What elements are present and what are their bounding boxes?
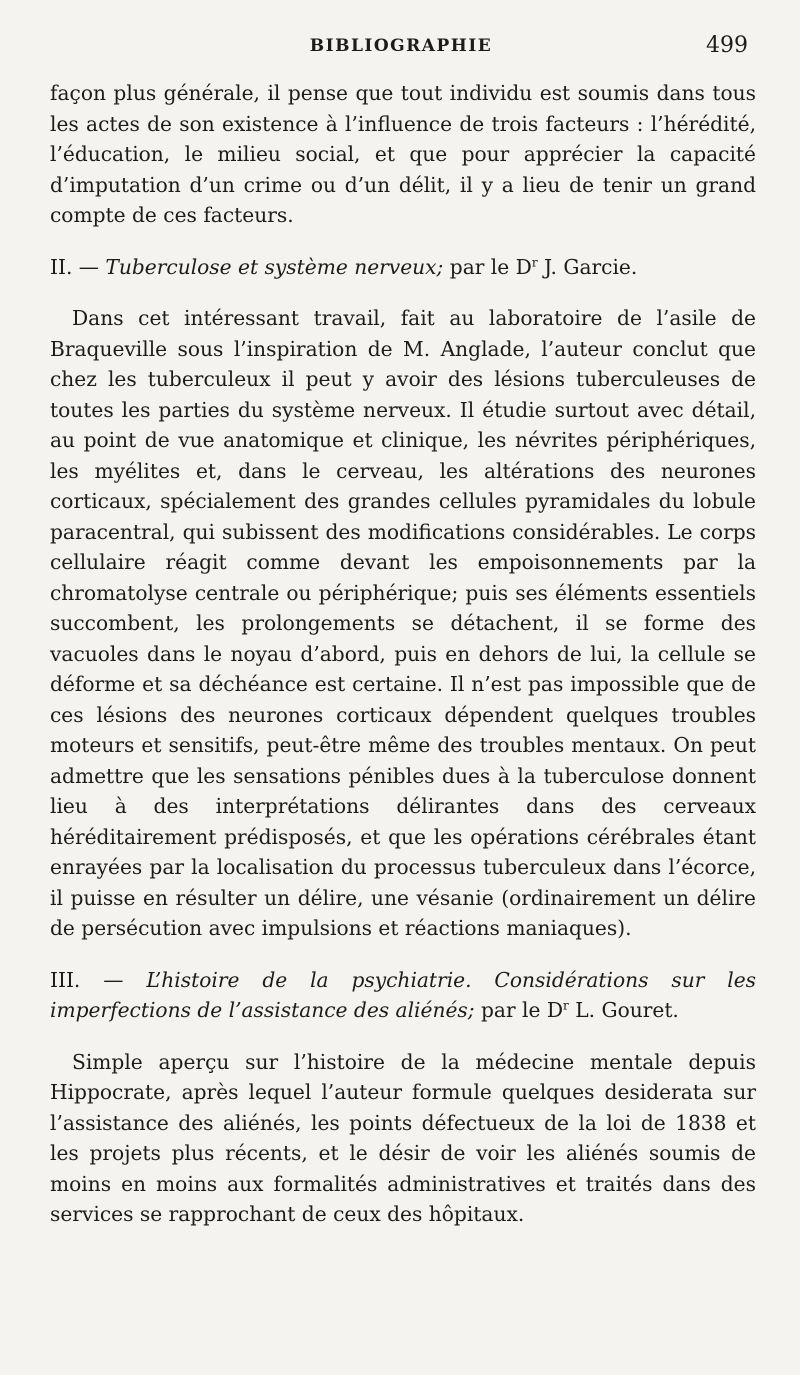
section-ii-number: II. — — [50, 254, 99, 279]
section-iii-number: III. — — [50, 967, 124, 992]
section-ii-heading — [50, 252, 756, 283]
section-iii-title: L’histoire de la psychiatrie. Considérations sur les imperfections de l’assistance des aliénés; — [50, 967, 756, 1022]
section-iii-author-prefix: par le D — [480, 998, 564, 1022]
intro-paragraph: façon plus générale, il pense que tout individu est soumis dans tous les actes de son existence à l’influence de trois facteurs : l’hérédité, l’éducation, le milieu social, et que pour apprécier la capacité d’imputation d’un crime ou d’un délit, il y a lieu de tenir un grand compte de ces facteurs. — [50, 81, 756, 227]
section-ii-author-prefix: par le D — [449, 254, 532, 279]
page-number: 499 — [706, 33, 748, 58]
section-ii-author-sup: r — [531, 254, 538, 269]
running-title: BIBLIOGRAPHIE — [309, 36, 493, 56]
page-body — [50, 78, 756, 1230]
section-ii-title: Tuberculose et système nerveux; — [105, 254, 444, 279]
section-ii-author-name: J. Garcie. — [543, 254, 638, 279]
section-iii-heading — [50, 965, 756, 1026]
section-ii-body: Dans cet intéressant travail, fait au laboratoire de l’asile de Braqueville sous l’inspiration de M. Anglade, l’auteur conclut que chez les tuberculeux il peut y avoir des lésions tuberculeuses de toutes les parties du système nerveux. Il étudie surtout avec détail, au point de vue anatomique et clinique, les névrites périphériques, les myélites et, dans le cerveau, les altérations des neurones corticaux, spécialement des grandes cellules pyramidales du lobule paracentral, qui subissent des modifications considérables. Le corps cellulaire réagit comme devant les empoisonnements par la chromatolyse centrale ou périphérique; puis ses éléments essentiels succombent, les prolongements se détachent, il se forme des vacuoles dans le noyau d’abord, puis en dehors de lui, la cellule se déforme et sa déchéance est certaine. Il n’est pas impossible que de ces lésions des neurones corticaux dépendent quelques troubles moteurs et sensitifs, peut-être même des troubles mentaux. On peut admettre que les sensations pénibles dues à la tuberculose donnent lieu à des interprétations délirantes dans des cerveaux héréditairement prédisposés, et que les opérations cérébrales étant enrayées par la localisation du processus tuberculeux dans l’écorce, il puisse en résulter un délire, une vésanie (ordinairement un délire de persécution avec impulsions et réactions maniaques). — [50, 306, 756, 940]
running-header — [50, 33, 752, 66]
section-iii-body: Simple aperçu sur l’histoire de la médecine mentale depuis Hippocrate, après lequel l’auteur formule quelques desiderata sur l’assistance des aliénés, les points défectueux de la loi de 1838 et les projets plus récents, et le désir de voir les aliénés soumis de moins en moins aux formalités administratives et traités dans des services se rapprochant de ceux des hôpitaux. — [50, 1049, 756, 1226]
section-iii-author-name: L. Gouret. — [575, 998, 679, 1022]
section-iii-author-sup: r — [563, 998, 569, 1013]
